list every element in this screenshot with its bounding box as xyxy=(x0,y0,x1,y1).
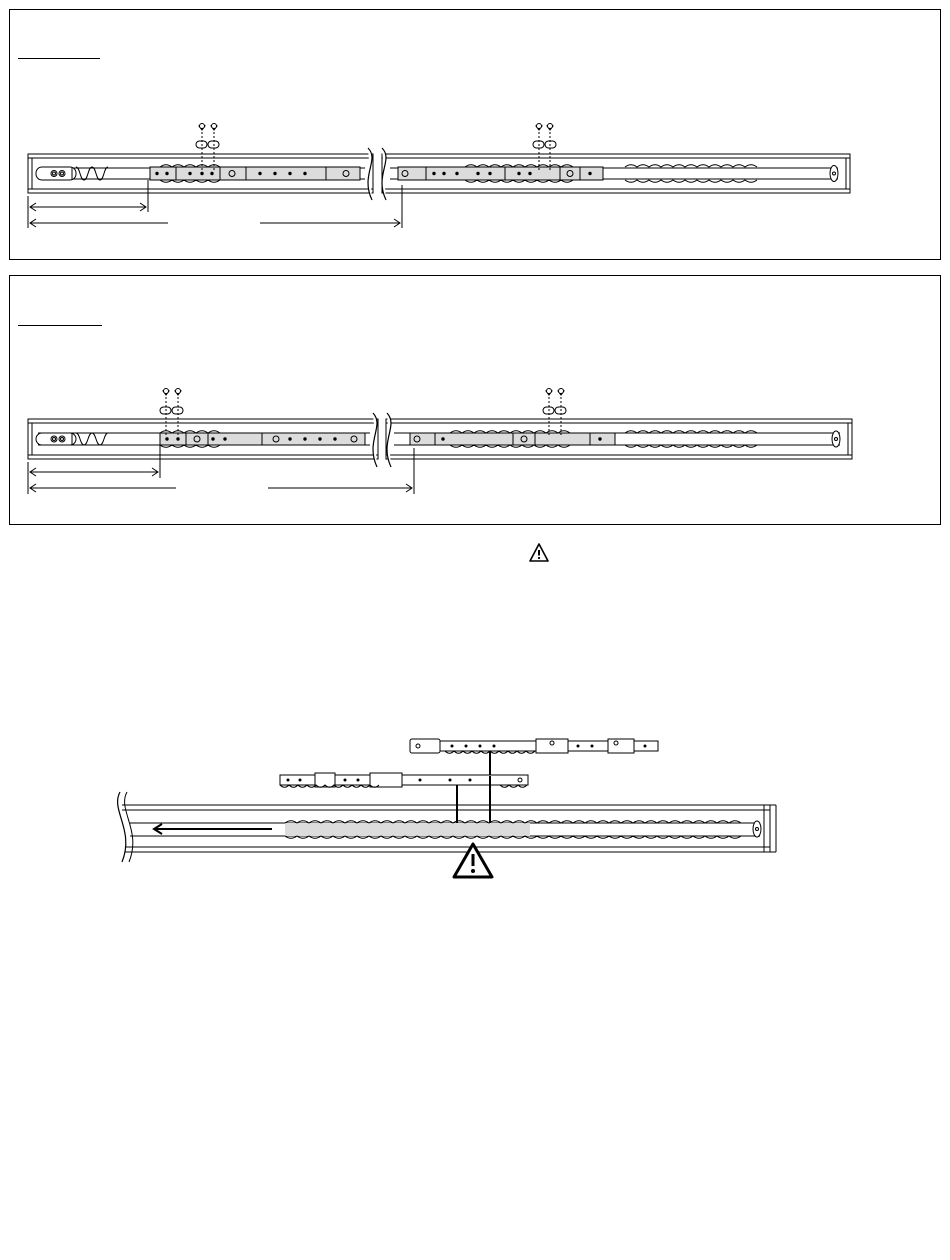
feed-direction-arrow xyxy=(154,824,272,834)
warning-triangle-icon-large xyxy=(454,844,492,877)
chain-section-left xyxy=(160,431,365,448)
rail-assembly-diagram-1 xyxy=(10,10,942,261)
chain-section-right xyxy=(398,165,603,183)
warning-triangle-icon xyxy=(528,542,550,564)
rail-section xyxy=(118,792,776,862)
diagram-panel-1 xyxy=(9,9,941,260)
chain-section-right xyxy=(410,431,615,448)
chain-section-left xyxy=(150,165,360,183)
rail-assembly-diagram-2 xyxy=(10,276,942,526)
pulley-right xyxy=(830,166,838,182)
chain-installation-diagram xyxy=(100,730,790,880)
chain-piece-upper xyxy=(410,739,658,753)
diagram-panel-2 xyxy=(9,275,941,525)
pulley-right xyxy=(832,431,840,447)
